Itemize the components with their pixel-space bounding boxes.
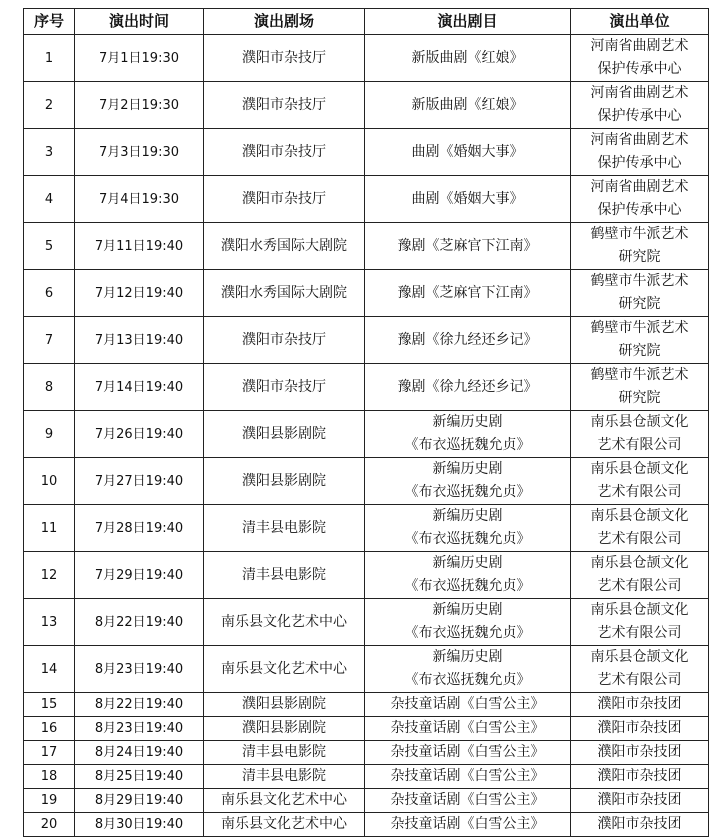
- play-line: 新版曲剧《红娘》: [411, 49, 524, 66]
- cell-play: [365, 599, 571, 646]
- cell-venue: 濮阳市杂技厅: [204, 129, 365, 176]
- troupe-line: 鹤壁市牛派艺术: [590, 320, 689, 336]
- cell-no: 5: [24, 223, 75, 270]
- cell-venue: 南乐县文化艺术中心: [204, 789, 365, 813]
- troupe-line: 濮阳市杂技团: [597, 744, 682, 760]
- cell-venue: 南乐县文化艺术中心: [204, 813, 365, 837]
- cell-time: 7月28日19:40: [75, 505, 204, 552]
- cell-time: 8月24日19:40: [75, 741, 204, 765]
- cell-venue: 濮阳市杂技厅: [204, 317, 365, 364]
- cell-troupe: [571, 411, 709, 458]
- cell-venue: 清丰县电影院: [204, 765, 365, 789]
- cell-venue: 清丰县电影院: [204, 741, 365, 765]
- cell-no: 18: [24, 765, 75, 789]
- cell-play: [365, 789, 571, 813]
- troupe-line: 河南省曲剧艺术: [590, 38, 689, 54]
- header-venue: 演出剧场: [204, 9, 365, 35]
- play-line: 新编历史剧: [432, 602, 503, 618]
- cell-no: 4: [24, 176, 75, 223]
- schedule-body: [24, 35, 709, 837]
- cell-venue: 南乐县文化艺术中心: [204, 599, 365, 646]
- cell-venue: 濮阳县影剧院: [204, 411, 365, 458]
- play-line: 《布衣巡抚魏允贞》: [404, 437, 531, 453]
- cell-time: 7月12日19:40: [75, 270, 204, 317]
- troupe-line: 研究院: [618, 296, 661, 312]
- table-row: [24, 35, 709, 82]
- cell-troupe: [571, 317, 709, 364]
- cell-play: [365, 505, 571, 552]
- troupe-line: 艺术有限公司: [597, 484, 682, 500]
- header-troupe: 演出单位: [571, 9, 709, 35]
- play-line: 杂技童话剧《白雪公主》: [390, 696, 545, 712]
- cell-time: 8月23日19:40: [75, 646, 204, 693]
- troupe-line: 南乐县仓颉文化: [590, 508, 689, 524]
- troupe-line: 研究院: [618, 343, 661, 359]
- troupe-line: 保护传承中心: [597, 108, 682, 124]
- play-line: 《布衣巡抚魏允贞》: [404, 625, 531, 641]
- play-line: 曲剧《婚姻大事》: [411, 143, 524, 160]
- table-row: [24, 765, 709, 789]
- cell-play: [365, 552, 571, 599]
- cell-no: 10: [24, 458, 75, 505]
- table-row: [24, 599, 709, 646]
- troupe-line: 研究院: [618, 249, 661, 265]
- cell-troupe: [571, 765, 709, 789]
- troupe-line: 南乐县仓颉文化: [590, 602, 689, 618]
- cell-time: 8月29日19:40: [75, 789, 204, 813]
- cell-play: [365, 129, 571, 176]
- troupe-line: 河南省曲剧艺术: [590, 179, 689, 195]
- cell-play: [365, 364, 571, 411]
- cell-time: 7月3日19:30: [75, 129, 204, 176]
- cell-time: 7月1日19:30: [75, 35, 204, 82]
- troupe-line: 鹤壁市牛派艺术: [590, 367, 689, 383]
- troupe-line: 艺术有限公司: [597, 437, 682, 453]
- cell-no: 12: [24, 552, 75, 599]
- troupe-line: 艺术有限公司: [597, 578, 682, 594]
- header-play: 演出剧目: [365, 9, 571, 35]
- table-row: [24, 129, 709, 176]
- troupe-line: 濮阳市杂技团: [597, 768, 682, 784]
- troupe-line: 濮阳市杂技团: [597, 816, 682, 832]
- troupe-line: 保护传承中心: [597, 202, 682, 218]
- cell-time: 7月4日19:30: [75, 176, 204, 223]
- play-line: 新编历史剧: [432, 461, 503, 477]
- cell-play: [365, 717, 571, 741]
- cell-troupe: [571, 35, 709, 82]
- troupe-line: 南乐县仓颉文化: [590, 414, 689, 430]
- cell-time: 7月26日19:40: [75, 411, 204, 458]
- cell-play: [365, 35, 571, 82]
- troupe-line: 鹤壁市牛派艺术: [590, 273, 689, 289]
- troupe-line: 南乐县仓颉文化: [590, 461, 689, 477]
- table-row: [24, 317, 709, 364]
- cell-time: 7月14日19:40: [75, 364, 204, 411]
- cell-play: [365, 741, 571, 765]
- play-line: 新版曲剧《红娘》: [411, 96, 524, 113]
- cell-no: 15: [24, 693, 75, 717]
- troupe-line: 河南省曲剧艺术: [590, 85, 689, 101]
- play-line: 豫剧《徐九经还乡记》: [397, 378, 538, 395]
- cell-no: 8: [24, 364, 75, 411]
- play-line: 杂技童话剧《白雪公主》: [390, 816, 545, 832]
- troupe-line: 保护传承中心: [597, 155, 682, 171]
- cell-troupe: [571, 813, 709, 837]
- troupe-line: 濮阳市杂技团: [597, 720, 682, 736]
- table-row: [24, 505, 709, 552]
- cell-venue: 濮阳水秀国际大剧院: [204, 223, 365, 270]
- cell-play: [365, 176, 571, 223]
- table-row: [24, 411, 709, 458]
- troupe-line: 河南省曲剧艺术: [590, 132, 689, 148]
- table-row: [24, 717, 709, 741]
- table-row: [24, 646, 709, 693]
- play-line: 豫剧《芝麻官下江南》: [397, 284, 538, 301]
- cell-no: 2: [24, 82, 75, 129]
- play-line: 《布衣巡抚魏允贞》: [404, 531, 531, 547]
- cell-no: 19: [24, 789, 75, 813]
- table-row: [24, 458, 709, 505]
- troupe-line: 濮阳市杂技团: [597, 696, 682, 712]
- table-row: [24, 270, 709, 317]
- cell-troupe: [571, 82, 709, 129]
- cell-no: 17: [24, 741, 75, 765]
- cell-time: 8月25日19:40: [75, 765, 204, 789]
- cell-play: [365, 646, 571, 693]
- play-line: 新编历史剧: [432, 414, 503, 430]
- troupe-line: 濮阳市杂技团: [597, 792, 682, 808]
- cell-play: [365, 82, 571, 129]
- table-row: [24, 223, 709, 270]
- cell-venue: 濮阳市杂技厅: [204, 35, 365, 82]
- cell-time: 7月11日19:40: [75, 223, 204, 270]
- cell-time: 7月2日19:30: [75, 82, 204, 129]
- play-line: 杂技童话剧《白雪公主》: [390, 720, 545, 736]
- play-line: 新编历史剧: [432, 649, 503, 665]
- cell-venue: 濮阳县影剧院: [204, 458, 365, 505]
- cell-troupe: [571, 693, 709, 717]
- cell-play: [365, 223, 571, 270]
- cell-time: 7月27日19:40: [75, 458, 204, 505]
- cell-no: 3: [24, 129, 75, 176]
- header-time: 演出时间: [75, 9, 204, 35]
- troupe-line: 艺术有限公司: [597, 625, 682, 641]
- cell-time: 8月22日19:40: [75, 693, 204, 717]
- cell-troupe: [571, 129, 709, 176]
- cell-time: 8月22日19:40: [75, 599, 204, 646]
- cell-troupe: [571, 646, 709, 693]
- cell-troupe: [571, 599, 709, 646]
- performance-schedule-table: [23, 8, 709, 837]
- troupe-line: 保护传承中心: [597, 61, 682, 77]
- cell-play: [365, 813, 571, 837]
- cell-venue: 濮阳县影剧院: [204, 717, 365, 741]
- header-no: 序号: [24, 9, 75, 35]
- cell-troupe: [571, 176, 709, 223]
- troupe-line: 艺术有限公司: [597, 531, 682, 547]
- cell-play: [365, 317, 571, 364]
- cell-time: 8月30日19:40: [75, 813, 204, 837]
- table-row: [24, 741, 709, 765]
- cell-time: 7月13日19:40: [75, 317, 204, 364]
- troupe-line: 南乐县仓颉文化: [590, 555, 689, 571]
- cell-troupe: [571, 717, 709, 741]
- play-line: 豫剧《芝麻官下江南》: [397, 237, 538, 254]
- cell-venue: 濮阳水秀国际大剧院: [204, 270, 365, 317]
- play-line: 新编历史剧: [432, 555, 503, 571]
- troupe-line: 南乐县仓颉文化: [590, 649, 689, 665]
- cell-troupe: [571, 505, 709, 552]
- cell-play: [365, 411, 571, 458]
- troupe-line: 艺术有限公司: [597, 672, 682, 688]
- table-row: [24, 176, 709, 223]
- play-line: 《布衣巡抚魏允贞》: [404, 484, 531, 500]
- cell-time: 8月23日19:40: [75, 717, 204, 741]
- play-line: 曲剧《婚姻大事》: [411, 190, 524, 207]
- cell-troupe: [571, 789, 709, 813]
- cell-troupe: [571, 741, 709, 765]
- header-row: [24, 9, 709, 35]
- cell-venue: 清丰县电影院: [204, 552, 365, 599]
- cell-no: 13: [24, 599, 75, 646]
- play-line: 《布衣巡抚魏允贞》: [404, 672, 531, 688]
- table-row: [24, 552, 709, 599]
- cell-play: [365, 765, 571, 789]
- play-line: 豫剧《徐九经还乡记》: [397, 331, 538, 348]
- cell-troupe: [571, 552, 709, 599]
- cell-troupe: [571, 364, 709, 411]
- cell-no: 7: [24, 317, 75, 364]
- cell-play: [365, 270, 571, 317]
- table-row: [24, 693, 709, 717]
- table-row: [24, 364, 709, 411]
- cell-venue: 濮阳县影剧院: [204, 693, 365, 717]
- troupe-line: 鹤壁市牛派艺术: [590, 226, 689, 242]
- play-line: 杂技童话剧《白雪公主》: [390, 744, 545, 760]
- cell-no: 16: [24, 717, 75, 741]
- cell-no: 14: [24, 646, 75, 693]
- cell-play: [365, 693, 571, 717]
- cell-troupe: [571, 270, 709, 317]
- cell-venue: 濮阳市杂技厅: [204, 82, 365, 129]
- table-row: [24, 813, 709, 837]
- cell-no: 20: [24, 813, 75, 837]
- cell-troupe: [571, 458, 709, 505]
- cell-no: 9: [24, 411, 75, 458]
- cell-play: [365, 458, 571, 505]
- table-row: [24, 789, 709, 813]
- play-line: 《布衣巡抚魏允贞》: [404, 578, 531, 594]
- cell-no: 6: [24, 270, 75, 317]
- cell-no: 11: [24, 505, 75, 552]
- play-line: 新编历史剧: [432, 508, 503, 524]
- play-line: 杂技童话剧《白雪公主》: [390, 768, 545, 784]
- cell-venue: 清丰县电影院: [204, 505, 365, 552]
- cell-venue: 濮阳市杂技厅: [204, 176, 365, 223]
- cell-venue: 南乐县文化艺术中心: [204, 646, 365, 693]
- troupe-line: 研究院: [618, 390, 661, 406]
- table-row: [24, 82, 709, 129]
- cell-time: 7月29日19:40: [75, 552, 204, 599]
- cell-troupe: [571, 223, 709, 270]
- cell-venue: 濮阳市杂技厅: [204, 364, 365, 411]
- play-line: 杂技童话剧《白雪公主》: [390, 792, 545, 808]
- cell-no: 1: [24, 35, 75, 82]
